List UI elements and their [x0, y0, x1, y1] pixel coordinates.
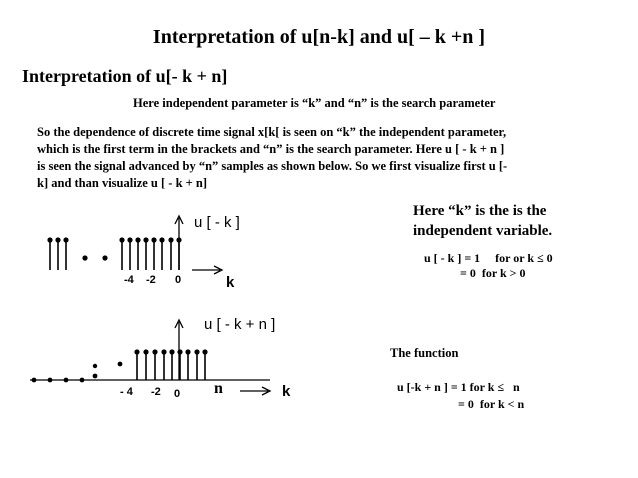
page-title: Interpretation of u[n-k] and u[ – k +n ]: [152, 26, 486, 48]
plot1-tick-label: -4: [124, 274, 134, 286]
stem-dot: [118, 362, 123, 367]
stem-dot: [48, 378, 53, 383]
definition-2-line-2: = 0 for k < n: [458, 397, 525, 411]
plot2-axis-label: k: [282, 383, 291, 400]
stem-dot: [64, 378, 69, 383]
stem-dot: [185, 349, 190, 354]
definition-1-line-2: = 0 for k > 0: [460, 266, 526, 280]
plot2-n-label: n: [214, 380, 223, 397]
stem-dot: [32, 378, 37, 383]
stem-dot: [194, 349, 199, 354]
intro-line: Here independent parameter is “k” and “n” is the search parameter: [133, 96, 496, 110]
variable-note: [413, 201, 552, 241]
plot2-tick-label: 0: [174, 388, 181, 400]
stem-dot: [202, 349, 207, 354]
note-line: Here “k” is the is the: [413, 203, 547, 219]
definition-1-line-1: u [ - k ] = 1 for or k ≤ 0: [424, 251, 553, 265]
stem-dot: [134, 349, 139, 354]
stem-dot: [93, 364, 97, 368]
stem-dot: [169, 349, 174, 354]
stem-dot: [93, 374, 98, 379]
plot2-tick-label: -2: [151, 386, 161, 398]
plot1-tick-label: 0: [175, 274, 182, 286]
stem-dot: [80, 378, 85, 383]
stem-dot: [161, 349, 166, 354]
note-line: independent variable.: [413, 223, 553, 239]
plot1-axis-label: k: [226, 274, 235, 291]
plot2-tick-label: - 4: [120, 386, 133, 398]
function-label: The function: [390, 346, 459, 360]
plot2-stems: [32, 349, 208, 382]
paragraph-line: So the dependence of discrete time signal x[k[ is seen on “k” the independent parameter,: [37, 125, 507, 139]
paragraph-line: is seen the signal advanced by “n” samples as shown below. So we first visualize first u [-: [37, 159, 508, 173]
paragraph-line: which is the first term in the brackets and “n” is the search parameter. Here u [ - k + n ]: [37, 142, 505, 156]
paragraph-line: k] and than visualize u [ - k + n]: [37, 176, 208, 190]
section-heading: Interpretation of u[- k + n]: [22, 66, 228, 86]
definition-2-line-1: u [-k + n ] = 1 for k ≤ n: [397, 380, 520, 394]
plot1-label: u [ - k ]: [194, 214, 240, 231]
plot2-label: u [ - k + n ]: [204, 316, 276, 333]
stem-dot: [143, 349, 148, 354]
stem-dot: [152, 349, 157, 354]
plot1-tick-label: -2: [146, 274, 156, 286]
stem-dot: [177, 349, 182, 354]
